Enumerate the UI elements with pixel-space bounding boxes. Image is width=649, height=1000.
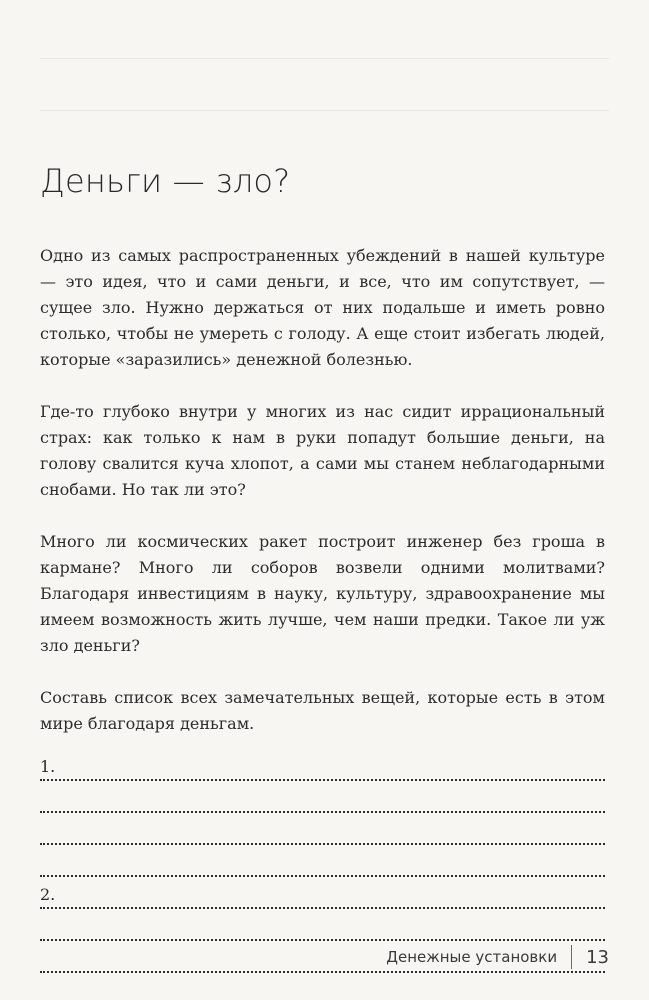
paragraph: Одно из самых распространенных убеждений в нашей культуре — это идея, что и сами деньги, и все, что им сопутствует, — сущее зло. Нужно держаться от них подальше и иметь ровно столько, чтобы не умереть с голоду. А еще стоит избегать людей, которые «заразились» денежной болезнью. [40,246,605,369]
paragraph: Составь список всех замечательных вещей, которые есть в этом мире благодаря деньгам. [40,688,605,733]
page-content [40,243,605,973]
paragraph: Где-то глубоко внутри у многих из нас сидит иррациональный страх: как только к нам в руки попадут большие деньги, на голову свалится куча хлопот, а сами мы станем неблагодарными снобами. Но так ли это? [40,402,605,499]
section-name: Денежные установки [386,948,558,966]
list-item-number: 2. [40,885,56,904]
page-footer [386,945,609,969]
fill-in-list [40,749,605,973]
list-item-line[interactable] [40,749,605,781]
paragraph: Много ли космических ракет построит инженер без гроша в кармане? Много ли соборов возвели одними молитвами? Благодаря инвестициям в науку, культуру, здравоохранение мы имеем возможность жить лучше, чем наши предки. Такое ли уж зло деньги? [40,532,605,655]
footer-divider [571,945,572,969]
bleed-through-line [40,110,609,111]
list-item-line[interactable] [40,781,605,813]
list-item-number: 1. [40,757,56,776]
list-item-line[interactable] [40,877,605,909]
list-item-line[interactable] [40,813,605,845]
bleed-through-line [40,58,609,59]
list-item-line[interactable] [40,909,605,941]
page-number: 13 [586,946,609,968]
page-title: Деньги — зло? [40,162,291,200]
list-item-line[interactable] [40,845,605,877]
